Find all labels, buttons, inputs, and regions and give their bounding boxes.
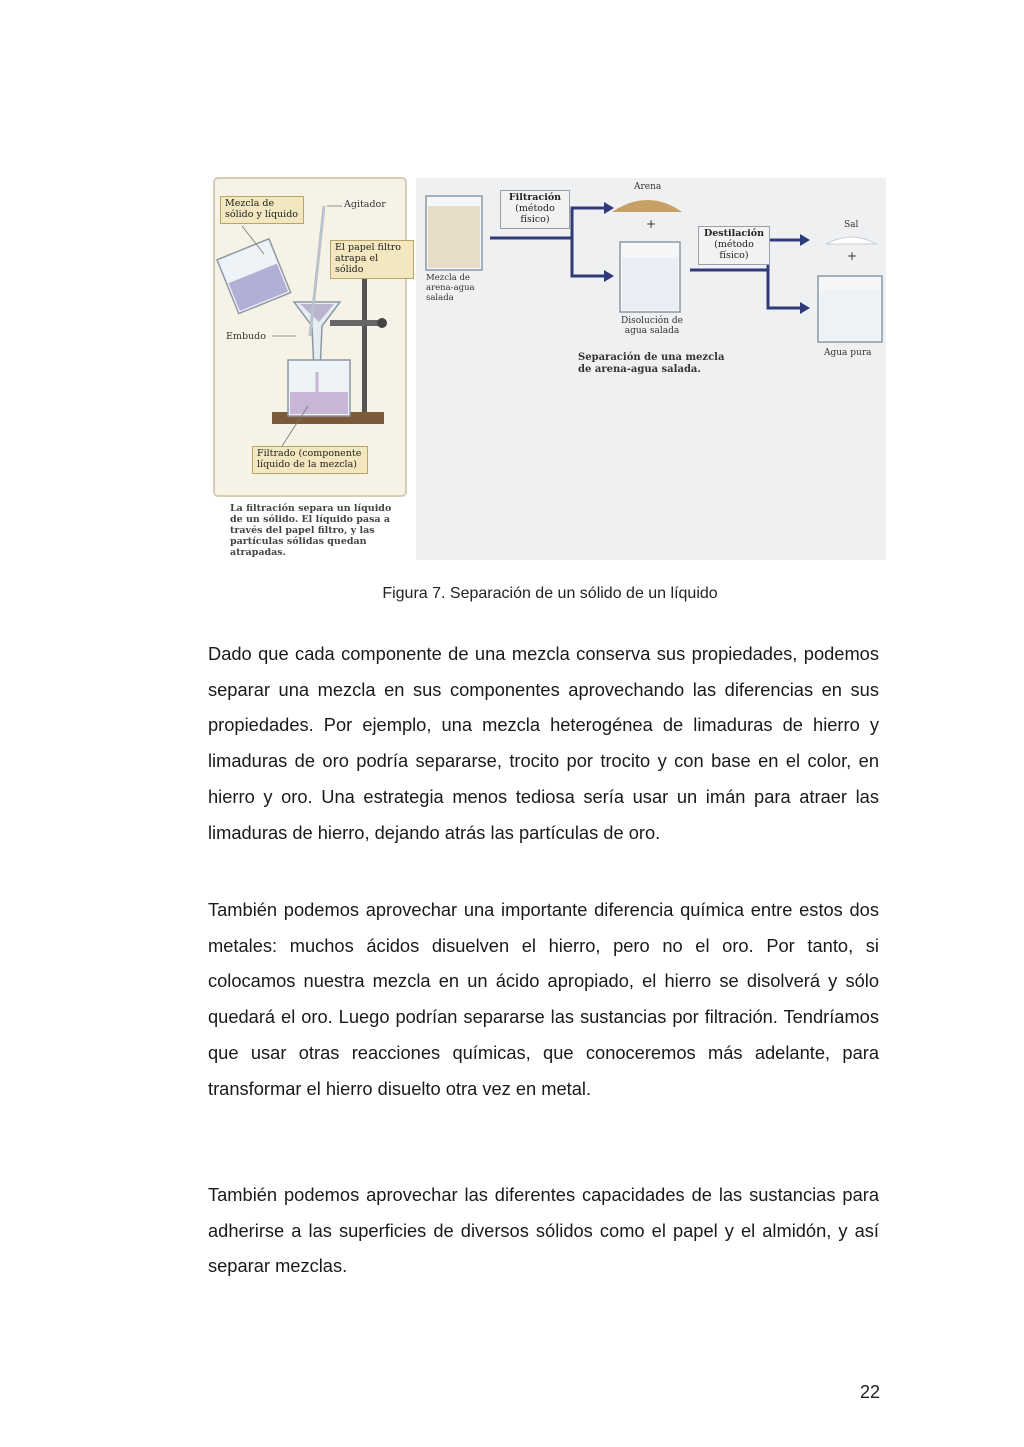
plus-sign-2: + bbox=[847, 249, 858, 263]
label-stirrer: Agitador bbox=[344, 199, 386, 210]
label-distillation: Destilación (método físico) bbox=[698, 226, 770, 265]
plus-sign-1: + bbox=[646, 217, 657, 231]
label-filtrate: Filtrado (componente líquido de la mezcla) bbox=[252, 446, 368, 474]
paragraph-1: Dado que cada componente de una mezcla conserva sus propiedades, podemos separar una mezcla en sus componentes aprovechando las diferencias en sus propiedades. Por ejemplo, una mezcla heterogénea de limaduras de hierro y limaduras de oro podría separarse, trocito por trocito y con base en el color, en hierro y oro. Una estrategia menos tediosa sería usar un imán para atraer las limaduras de hierro, dejando atrás las partículas de oro. bbox=[208, 643, 879, 843]
figure-7 bbox=[212, 176, 888, 562]
filtrate-liquid bbox=[290, 392, 348, 414]
label-filter-paper: El papel filtro atrapa el sólido bbox=[330, 240, 414, 279]
figure-caption: Figura 7. Separación de un sólido de un líquido bbox=[382, 585, 718, 602]
label-filtration: Filtración (método físico) bbox=[500, 190, 570, 229]
paragraph-3: También podemos aprovechar las diferentes capacidades de las sustancias para adherirse a las superficies de diversos sólidos como el papel y el almidón, y así separar mezclas. bbox=[208, 1184, 879, 1277]
label-pure-water: Agua pura bbox=[824, 348, 872, 358]
filtration-description: La filtración separa un líquido de un sólido. El líquido pasa a través del papel filtro, y las partículas sólidas quedan atrapadas. bbox=[230, 503, 392, 558]
stand-rod bbox=[362, 276, 367, 412]
stand-clamp bbox=[330, 320, 382, 326]
solution-liquid bbox=[622, 258, 678, 310]
label-mixture: Mezcla de sólido y líquido bbox=[220, 196, 304, 224]
page-number: 22 bbox=[859, 1382, 880, 1402]
mixture-liquid bbox=[428, 206, 480, 268]
label-sand: Arena bbox=[634, 182, 662, 192]
pure-water-liquid bbox=[820, 290, 880, 340]
label-start-mixture: Mezcla de arena-agua salada bbox=[426, 273, 475, 303]
label-salt: Sal bbox=[844, 220, 859, 230]
separation-summary: Separación de una mezcla de arena-agua salada. bbox=[578, 352, 725, 375]
label-funnel: Embudo bbox=[226, 331, 266, 342]
label-solution: Disolución de agua salada bbox=[621, 316, 683, 337]
paragraph-2: También podemos aprovechar una importante diferencia química entre estos dos metales: muchos ácidos disuelven el hierro, pero no el oro. Por tanto, si colocamos nuestra mezcla en un ácido apropiado, el hierro se disolverá y sólo quedará el oro. Luego podrían separarse las sustancias por filtración. Tendríamos que usar otras reacciones químicas, que conoceremos más adelante, para transformar el hierro disuelto otra vez en metal. bbox=[208, 899, 879, 1099]
